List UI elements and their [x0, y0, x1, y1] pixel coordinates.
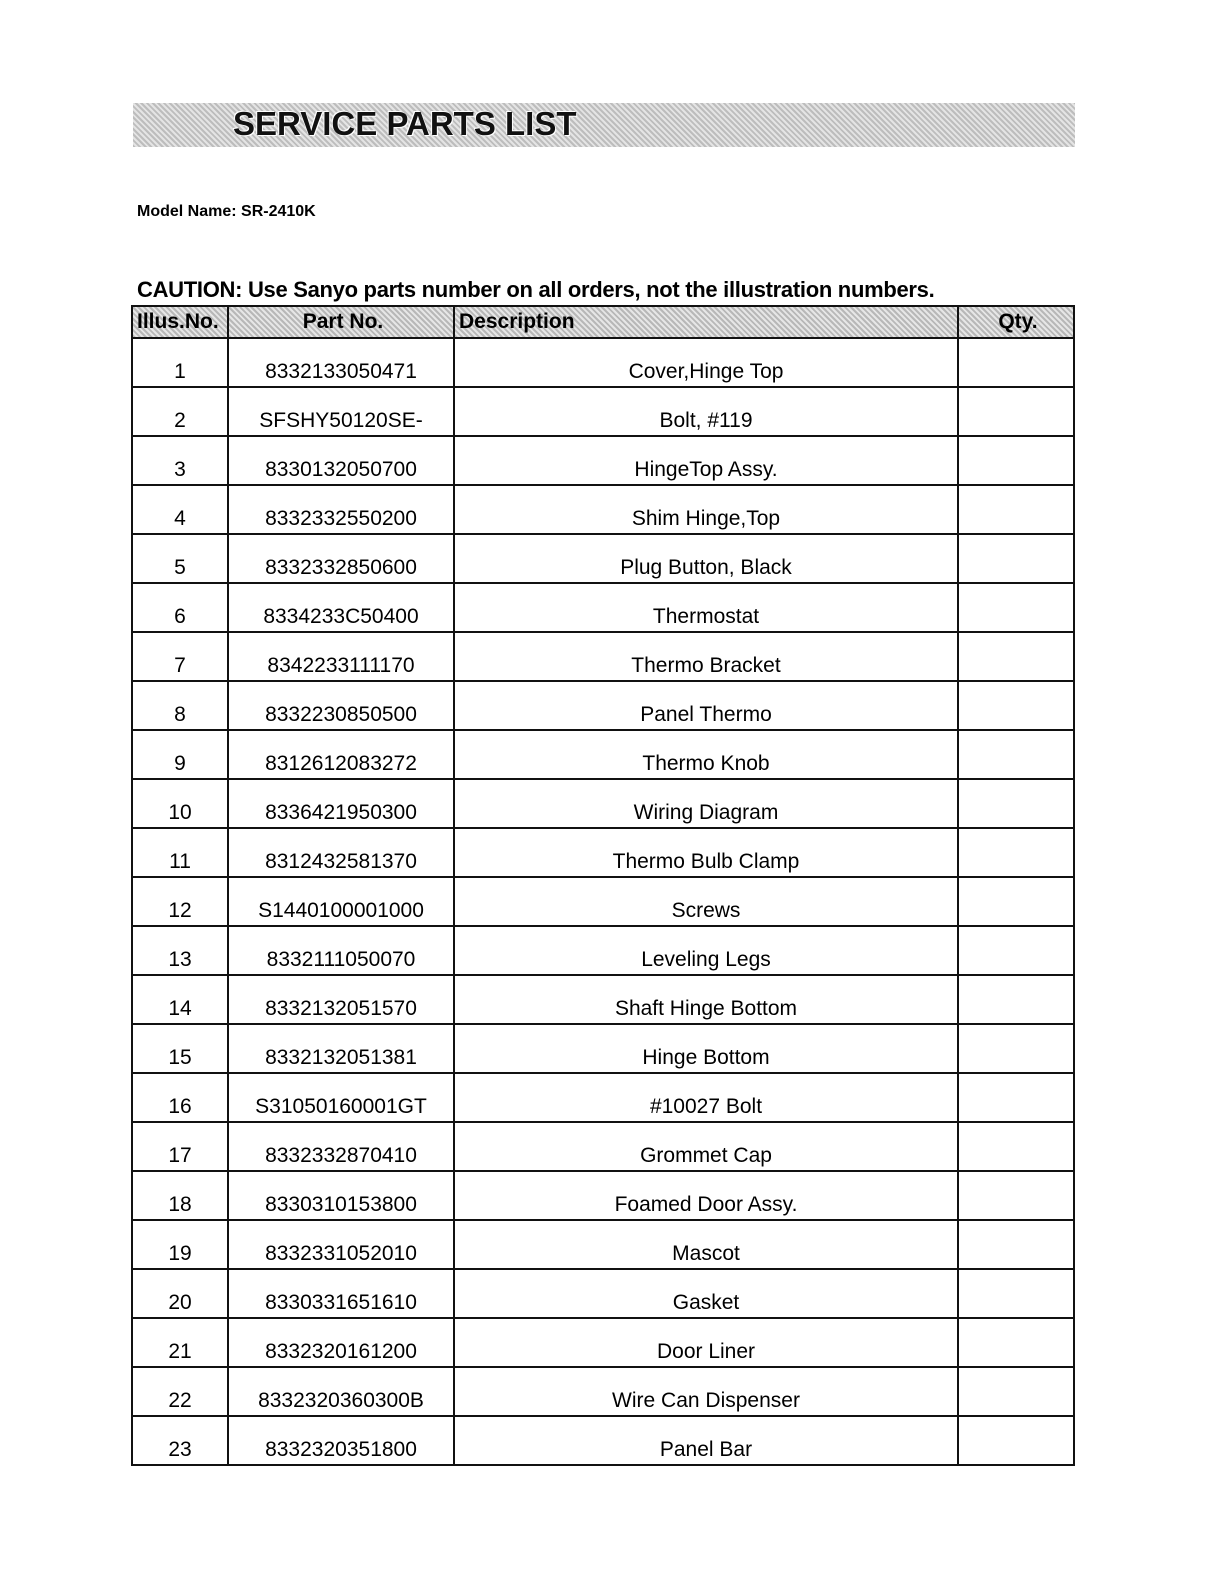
table-row [132, 730, 1074, 779]
part-no-cell: 8330132050700 [228, 436, 454, 485]
qty-cell [958, 975, 1074, 1024]
table-row [132, 1416, 1074, 1465]
table-row [132, 1122, 1074, 1171]
qty-cell [958, 681, 1074, 730]
table-row [132, 1269, 1074, 1318]
table-row [132, 534, 1074, 583]
illus-no-cell: 1 [132, 338, 228, 387]
title-banner [133, 103, 1075, 147]
description-cell: Cover,Hinge Top [454, 338, 958, 387]
page-title: SERVICE PARTS LIST [233, 105, 577, 142]
part-no-cell: 8332320360300B [228, 1367, 454, 1416]
qty-cell [958, 1171, 1074, 1220]
illus-no-cell: 6 [132, 583, 228, 632]
qty-cell [958, 436, 1074, 485]
illus-no-cell: 23 [132, 1416, 228, 1465]
illus-no-cell: 14 [132, 975, 228, 1024]
part-no-cell: 8332320161200 [228, 1318, 454, 1367]
illus-no-cell: 21 [132, 1318, 228, 1367]
description-cell: Gasket [454, 1269, 958, 1318]
description-cell: Thermo Bracket [454, 632, 958, 681]
qty-cell [958, 877, 1074, 926]
description-cell: Screws [454, 877, 958, 926]
table-row [132, 828, 1074, 877]
description-cell: #10027 Bolt [454, 1073, 958, 1122]
qty-cell [958, 387, 1074, 436]
description-cell: Foamed Door Assy. [454, 1171, 958, 1220]
header-description [454, 306, 958, 338]
qty-cell [958, 1367, 1074, 1416]
part-no-cell: 8332132051381 [228, 1024, 454, 1073]
illus-no-cell: 12 [132, 877, 228, 926]
table-row [132, 387, 1074, 436]
description-cell: HingeTop Assy. [454, 436, 958, 485]
qty-cell [958, 1122, 1074, 1171]
table-header-row [132, 306, 1074, 338]
part-no-cell: S31050160001GT [228, 1073, 454, 1122]
table-row [132, 779, 1074, 828]
model-name [137, 203, 316, 221]
illus-no-cell: 4 [132, 485, 228, 534]
table-row [132, 926, 1074, 975]
description-cell: Plug Button, Black [454, 534, 958, 583]
qty-cell [958, 1073, 1074, 1122]
illus-no-cell: 5 [132, 534, 228, 583]
illus-no-cell: 3 [132, 436, 228, 485]
qty-cell [958, 1318, 1074, 1367]
qty-cell [958, 632, 1074, 681]
qty-cell [958, 485, 1074, 534]
part-no-cell: 8332320351800 [228, 1416, 454, 1465]
table-row [132, 1367, 1074, 1416]
qty-cell [958, 828, 1074, 877]
table-row [132, 485, 1074, 534]
parts-table [131, 305, 1075, 1466]
description-cell: Wire Can Dispenser [454, 1367, 958, 1416]
qty-cell [958, 926, 1074, 975]
header-label: Part No. [302, 310, 384, 333]
qty-cell [958, 583, 1074, 632]
description-cell: Wiring Diagram [454, 779, 958, 828]
qty-cell [958, 779, 1074, 828]
description-cell: Hinge Bottom [454, 1024, 958, 1073]
header-illus-no [132, 306, 228, 338]
header-qty [958, 306, 1074, 338]
table-row [132, 632, 1074, 681]
part-no-cell: 8330331651610 [228, 1269, 454, 1318]
illus-no-cell: 11 [132, 828, 228, 877]
part-no-cell: 8332133050471 [228, 338, 454, 387]
part-no-cell: 8332111050070 [228, 926, 454, 975]
part-no-cell: 8332332850600 [228, 534, 454, 583]
qty-cell [958, 1269, 1074, 1318]
qty-cell [958, 1416, 1074, 1465]
header-label: Description [459, 310, 575, 333]
part-no-cell: S1440100001000 [228, 877, 454, 926]
part-no-cell: 8330310153800 [228, 1171, 454, 1220]
table-row [132, 877, 1074, 926]
qty-cell [958, 1220, 1074, 1269]
part-no-cell: 8312612083272 [228, 730, 454, 779]
illus-no-cell: 2 [132, 387, 228, 436]
description-cell: Thermo Bulb Clamp [454, 828, 958, 877]
illus-no-cell: 7 [132, 632, 228, 681]
illus-no-cell: 19 [132, 1220, 228, 1269]
table-body [132, 338, 1074, 1465]
model-label: Model Name: [137, 203, 237, 220]
qty-cell [958, 1024, 1074, 1073]
part-no-cell: SFSHY50120SE- [228, 387, 454, 436]
caution-note: CAUTION: Use Sanyo parts number on all orders, not the illustration numbers. [137, 277, 935, 302]
table-row [132, 1024, 1074, 1073]
description-cell: Shim Hinge,Top [454, 485, 958, 534]
description-cell: Mascot [454, 1220, 958, 1269]
description-cell: Shaft Hinge Bottom [454, 975, 958, 1024]
description-cell: Door Liner [454, 1318, 958, 1367]
part-no-cell: 8342233111170 [228, 632, 454, 681]
table-row [132, 681, 1074, 730]
illus-no-cell: 10 [132, 779, 228, 828]
description-cell: Bolt, #119 [454, 387, 958, 436]
illus-no-cell: 18 [132, 1171, 228, 1220]
part-no-cell: 8332230850500 [228, 681, 454, 730]
table-row [132, 583, 1074, 632]
illus-no-cell: 22 [132, 1367, 228, 1416]
table-row [132, 436, 1074, 485]
table-row [132, 1171, 1074, 1220]
description-cell: Panel Bar [454, 1416, 958, 1465]
table-row [132, 1318, 1074, 1367]
description-cell: Panel Thermo [454, 681, 958, 730]
description-cell: Leveling Legs [454, 926, 958, 975]
table-row [132, 1073, 1074, 1122]
part-no-cell: 8332331052010 [228, 1220, 454, 1269]
header-label: Qty. [998, 310, 1038, 333]
part-no-cell: 8332332550200 [228, 485, 454, 534]
model-value: SR-2410K [241, 203, 316, 220]
qty-cell [958, 338, 1074, 387]
header-part-no [228, 306, 454, 338]
description-cell: Thermostat [454, 583, 958, 632]
table-row [132, 338, 1074, 387]
illus-no-cell: 15 [132, 1024, 228, 1073]
part-no-cell: 8332132051570 [228, 975, 454, 1024]
part-no-cell: 8336421950300 [228, 779, 454, 828]
header-label: Illus.No. [137, 310, 219, 333]
description-cell: Thermo Knob [454, 730, 958, 779]
table-row [132, 1220, 1074, 1269]
qty-cell [958, 534, 1074, 583]
qty-cell [958, 730, 1074, 779]
part-no-cell: 8312432581370 [228, 828, 454, 877]
illus-no-cell: 9 [132, 730, 228, 779]
illus-no-cell: 13 [132, 926, 228, 975]
table-row [132, 975, 1074, 1024]
illus-no-cell: 17 [132, 1122, 228, 1171]
illus-no-cell: 20 [132, 1269, 228, 1318]
description-cell: Grommet Cap [454, 1122, 958, 1171]
illus-no-cell: 16 [132, 1073, 228, 1122]
part-no-cell: 8334233C50400 [228, 583, 454, 632]
part-no-cell: 8332332870410 [228, 1122, 454, 1171]
illus-no-cell: 8 [132, 681, 228, 730]
